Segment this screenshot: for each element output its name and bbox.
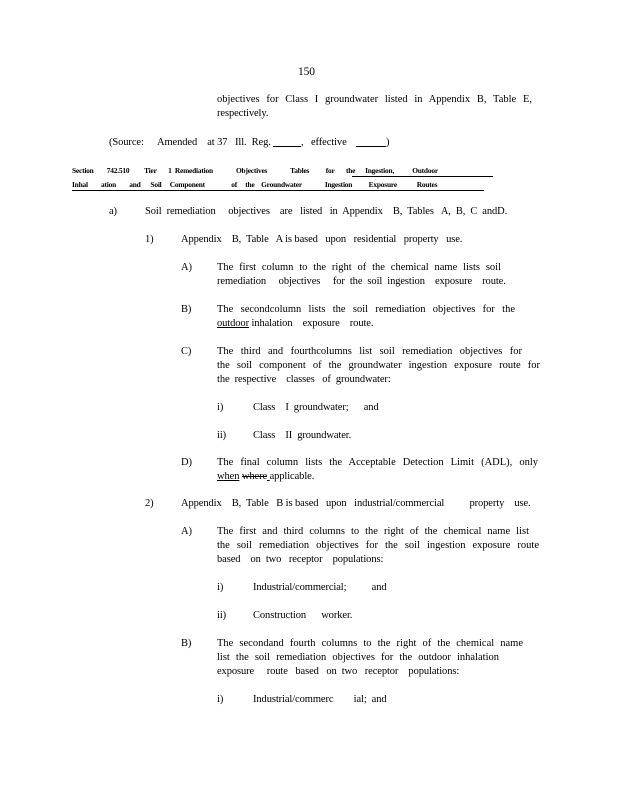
item-a2Aii-text: Construction worker.	[253, 610, 353, 621]
item-a-label: a)	[109, 206, 117, 217]
source-amended: Amended at 37 Ill. Reg.	[157, 137, 271, 148]
item-a1C-line-3: the respective classes of groundwater:	[217, 374, 391, 385]
item-a1-label: 1)	[145, 234, 154, 245]
item-a1C-label: C)	[181, 346, 192, 357]
deleted-word-where: where	[241, 471, 268, 482]
item-a2-text: Appendix B, Table B is based upon industrial/commercial property use.	[181, 498, 531, 509]
inserted-word-when: when	[217, 471, 240, 482]
item-a2A-line-2: the soil remediation objectives for the soil ingestion exposure route	[217, 540, 539, 551]
section-heading-line-1: Section 742.510 Tier 1 Remediation Objectives Tables for the Ingestion, Outdoor	[72, 166, 438, 175]
item-a2A-line-3: based on two receptor populations:	[217, 554, 384, 565]
source-effective: effective	[311, 137, 347, 148]
item-a1A-label: A)	[181, 262, 192, 273]
item-a1Ci-text: Class I groundwater; and	[253, 402, 379, 413]
item-a2A-line-1: The first and third columns to the right of the chemical name list	[217, 526, 529, 537]
effective-blank	[356, 136, 386, 147]
heading-underline-1	[352, 176, 493, 177]
item-a1B-line-2: outdoor inhalation exposure route.	[217, 318, 374, 329]
item-a1A-line-1: The first column to the right of the chemical name lists soil	[217, 262, 501, 273]
item-a2B-line-2: list the soil remediation objectives for the outdoor inhalation	[217, 652, 499, 663]
item-a2Bi-label: i)	[217, 694, 224, 705]
item-a2Bi-text: Industrial/commerc ial; and	[253, 694, 387, 705]
item-a-text: Soil remediation objectives are listed in Appendix B, Tables A, B, C andD.	[145, 206, 508, 217]
register-blank	[273, 136, 301, 147]
item-a1D-line-2: when where applicable.	[217, 471, 315, 482]
item-a1Cii-label: ii)	[217, 430, 227, 441]
item-a1D-line-1: The final column lists the Acceptable Detection Limit (ADL), only	[217, 457, 538, 468]
item-a2A-label: A)	[181, 526, 192, 537]
source-close: )	[386, 137, 390, 148]
item-a1Cii-text: Class II groundwater.	[253, 430, 352, 441]
item-a2B-line-1: The secondand fourth columns to the right of the chemical name	[217, 638, 523, 649]
inserted-word-outdoor: outdoor	[217, 318, 249, 329]
item-a2B-label: B)	[181, 638, 192, 649]
item-a1D-label: D)	[181, 457, 192, 468]
section-heading-line-2: Inhal ation and Soil Component of the Groundwater Ingestion Exposure Routes	[72, 180, 438, 189]
item-a2Aii-label: ii)	[217, 610, 227, 621]
item-a1B-line-1: The secondcolumn lists the soil remediation objectives for the	[217, 304, 515, 315]
item-a1C-line-1: The third and fourthcolumns list soil remediation objectives for	[217, 346, 522, 357]
item-a1C-line-2: the soil component of the groundwater ingestion exposure route for	[217, 360, 540, 371]
source-label: (Source:	[109, 137, 144, 148]
item-a2B-line-3: exposure route based on two receptor populations:	[217, 666, 460, 677]
item-a2Ai-label: i)	[217, 582, 224, 593]
item-a2-label: 2)	[145, 498, 154, 509]
item-a1B-label: B)	[181, 304, 192, 315]
continuation-line-1: objectives for Class I groundwater listed in Appendix B, Table E,	[217, 94, 532, 105]
page-number: 150	[298, 66, 315, 78]
item-a2Ai-text: Industrial/commercial; and	[253, 582, 387, 593]
heading-underline-2	[72, 190, 484, 191]
item-a1Ci-label: i)	[217, 402, 224, 413]
continuation-line-2: respectively.	[217, 108, 269, 119]
item-a1A-line-2: remediation objectives for the soil ingestion exposure route.	[217, 276, 506, 287]
item-a1-text: Appendix B, Table A is based upon residential property use.	[181, 234, 463, 245]
